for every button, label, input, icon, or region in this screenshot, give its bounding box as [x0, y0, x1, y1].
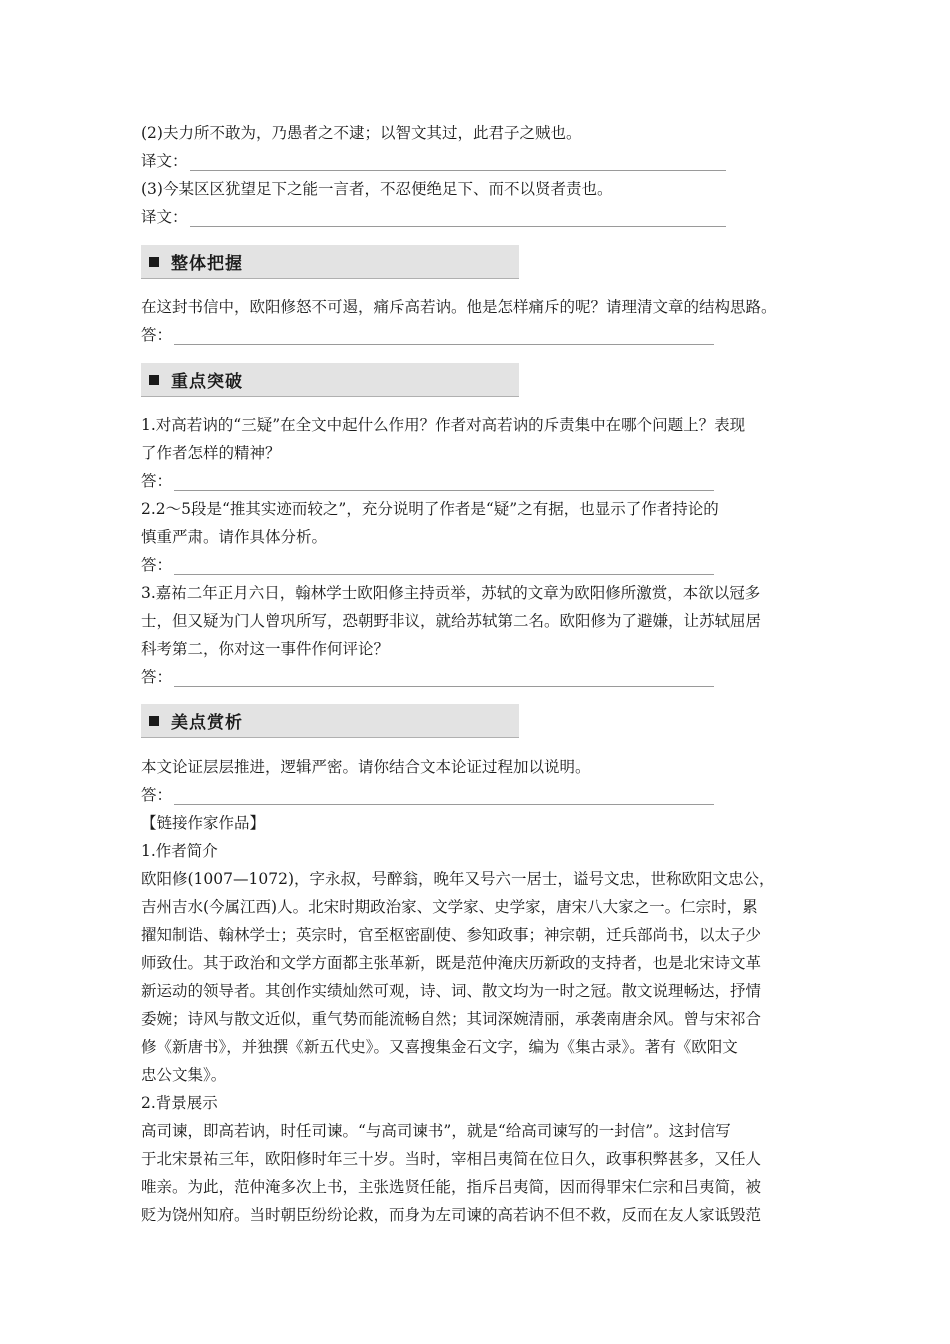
key-question-2-line-2: 慎重严肃。请作具体分析。 [141, 528, 328, 546]
translation-label: 译文： [141, 152, 188, 170]
background-line: 唯亲。为此，范仲淹多次上书，主张选贤任能，指斥吕夷简，因而得罪宋仁宗和吕夷简，被 [141, 1178, 762, 1196]
author-intro-line: 吉州吉水(今属江西)人。北宋时期政治家、文学家、史学家，唐宋八大家之一。仁宗时，累 [141, 898, 758, 916]
section-header-key [141, 363, 519, 397]
answer-label: 答： [141, 472, 173, 490]
beauty-question: 本文论证层层推进，逻辑严密。请你结合文本论证过程加以说明。 [141, 758, 591, 776]
key-question-1-line-1: 1.对高若讷的“三疑”在全文中起什么作用？作者对高若讷的斥责集中在哪个问题上？表现 [141, 416, 746, 434]
square-bullet-icon [149, 257, 159, 267]
overall-question: 在这封书信中，欧阳修怒不可遏，痛斥高若讷。他是怎样痛斥的呢？请理清文章的结构思路。 [141, 298, 777, 316]
key-question-3-line-1: 3.嘉祐二年正月六日，翰林学士欧阳修主持贡举，苏轼的文章为欧阳修所激赏，本欲以冠多 [141, 584, 761, 602]
section-title: 整体把握 [171, 254, 243, 274]
answer-blank-line[interactable] [174, 670, 714, 687]
link-heading: 【链接作家作品】 [141, 814, 266, 832]
key-question-3-line-2: 士，但又疑为门人曾巩所写，恐朝野非议，就给苏轼第二名。欧阳修为了避嫌，让苏轼屈居 [141, 612, 762, 630]
translation-answer-2[interactable] [141, 151, 831, 171]
author-intro-line: 欧阳修(1007—1072)，字永叔，号醉翁，晚年又号六一居士，谥号文忠，世称欧阳文忠公， [141, 870, 775, 888]
section-header-beauty [141, 704, 519, 738]
translation-label: 译文： [141, 208, 188, 226]
answer-label: 答： [141, 556, 173, 574]
section-title: 美点赏析 [171, 713, 243, 733]
key-answer-2[interactable] [141, 555, 831, 575]
key-answer-3[interactable] [141, 667, 831, 687]
beauty-answer[interactable] [141, 785, 831, 805]
key-question-1-line-2: 了作者怎样的精神？ [141, 444, 281, 462]
answer-blank-line[interactable] [174, 328, 714, 345]
key-question-2-line-1: 2.2～5段是“推其实迹而较之”，充分说明了作者是“疑”之有据，也显示了作者持论的 [141, 500, 719, 518]
section-header-overall [141, 245, 519, 279]
answer-blank-line[interactable] [174, 558, 714, 575]
background-line: 于北宋景祐三年，欧阳修时年三十岁。当时，宰相吕夷简在位日久，政事积弊甚多，又任人 [141, 1150, 762, 1168]
author-intro-line: 修《新唐书》，并独撰《新五代史》。又喜搜集金石文字，编为《集古录》。著有《欧阳文 [141, 1038, 738, 1056]
key-question-3-line-3: 科考第二，你对这一事件作何评论？ [141, 640, 390, 658]
answer-blank-line[interactable] [190, 210, 726, 227]
answer-label: 答： [141, 326, 173, 344]
answer-blank-line[interactable] [174, 788, 714, 805]
author-intro-line: 忠公文集》。 [141, 1066, 227, 1084]
answer-label: 答： [141, 786, 173, 804]
answer-blank-line[interactable] [190, 154, 726, 171]
author-intro-line: 擢知制诰、翰林学士；英宗时，官至枢密副使、参知政事；神宗朝，迁兵部尚书，以太子少 [141, 926, 762, 944]
translation-question-3: (3)今某区区犹望足下之能一言者，不忍便绝足下、而不以贤者责也。 [141, 180, 613, 198]
section-title: 重点突破 [171, 372, 243, 392]
background-title: 2.背景展示 [141, 1094, 218, 1112]
author-intro-line: 师致仕。其于政治和文学方面都主张革新，既是范仲淹庆历新政的支持者，也是北宋诗文革 [141, 954, 762, 972]
square-bullet-icon [149, 716, 159, 726]
author-intro-line: 新运动的领导者。其创作实绩灿然可观，诗、词、散文均为一时之冠。散文说理畅达，抒情 [141, 982, 762, 1000]
answer-label: 答： [141, 668, 173, 686]
background-line: 贬为饶州知府。当时朝臣纷纷论救，而身为左司谏的高若讷不但不救，反而在友人家诋毁范 [141, 1206, 762, 1224]
square-bullet-icon [149, 375, 159, 385]
overall-answer[interactable] [141, 325, 831, 345]
translation-answer-3[interactable] [141, 207, 831, 227]
translation-question-2: (2)夫力所不敢为，乃愚者之不逮；以智文其过，此君子之贼也。 [141, 124, 582, 142]
key-answer-1[interactable] [141, 471, 831, 491]
answer-blank-line[interactable] [174, 474, 714, 491]
author-intro-line: 委婉；诗风与散文近似，重气势而能流畅自然；其词深婉清丽，承袭南唐余风。曾与宋祁合 [141, 1010, 762, 1028]
author-intro-title: 1.作者简介 [141, 842, 218, 860]
background-line: 高司谏，即高若讷，时任司谏。“与高司谏书”，就是“给高司谏写的一封信”。这封信写 [141, 1122, 731, 1140]
